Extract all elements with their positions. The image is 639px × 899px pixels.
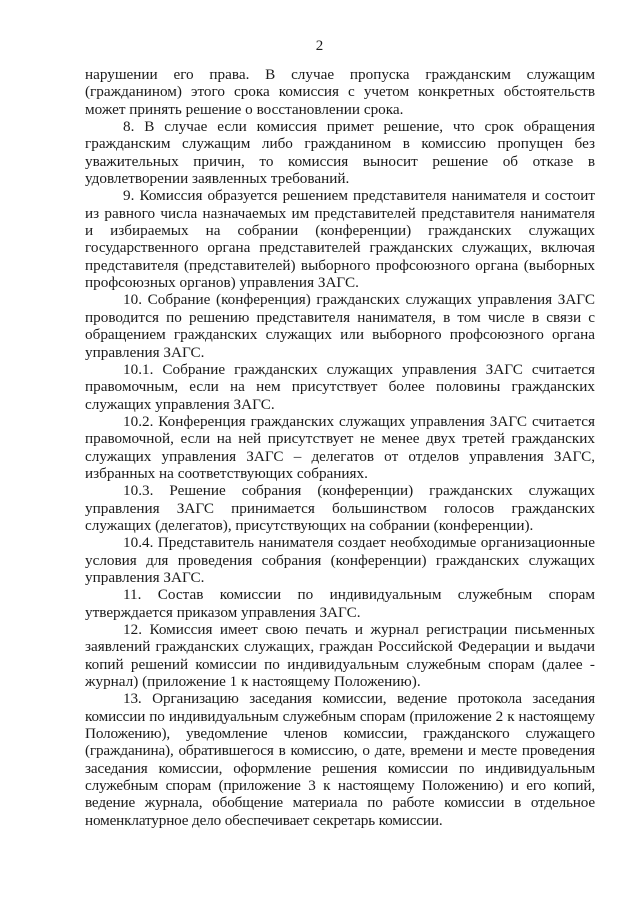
page-number: 2 xyxy=(315,38,324,54)
document-body xyxy=(85,66,595,829)
paragraph-9: 9. Комиссия образуется решением представителя нанимателя и состоит из равного числа назначаемых им представителей представителя нанимателя и избираемых на собрании (конференции) гражданских служащих государственного органа представителей гражданских служащих, включая представителя (представителей) выборного профсоюзного органа (выборных профсоюзных органов) управления ЗАГС. xyxy=(85,187,595,292)
paragraph-12: 12. Комиссия имеет свою печать и журнал регистрации письменных заявлений гражданских служащих, граждан Российской Федерации и выдачи копий решений комиссии по индивидуальным служебным спорам (далее - журнал) (приложение 1 к настоящему Положению). xyxy=(85,621,595,691)
paragraph-7-continuation: нарушении его права. В случае пропуска гражданским служащим (гражданином) этого срока комиссия с учетом конкретных обстоятельств может принять решение о восстановлении срока. xyxy=(85,66,595,118)
paragraph-10-4: 10.4. Представитель нанимателя создает необходимые организационные условия для проведения собрания (конференции) гражданских служащих управления ЗАГС. xyxy=(85,534,595,586)
paragraph-10-2: 10.2. Конференция гражданских служащих управления ЗАГС считается правомочной, если на ней присутствует не менее двух третей гражданских служащих управления ЗАГС – делегатов от отделов управления ЗАГС, избранных на соответствующих собраниях. xyxy=(85,412,595,482)
paragraph-13: 13. Организацию заседания комиссии, ведение протокола заседания комиссии по индивидуальным служебным спорам (приложение 2 к настоящему Положению), уведомление членов комиссии, гражданского служащего (гражданина), обратившегося в комиссию, о дате, времени и месте проведения заседания комиссии, оформление решения комиссии по индивидуальным служебным спорам (приложение 3 к настоящему Положению) и его копий, ведение журнала, обобщение материала по работе комиссии в отдельное номенклатурное дело обеспечивает секретарь комиссии. xyxy=(85,690,595,829)
paragraph-11: 11. Состав комиссии по индивидуальным служебным спорам утверждается приказом управления ЗАГС. xyxy=(85,586,595,621)
paragraph-8: 8. В случае если комиссия примет решение, что срок обращения гражданским служащим либо гражданином в комиссию пропущен без уважительных причин, то комиссия выносит решение об отказе в удовлетворении заявленных требований. xyxy=(85,118,595,188)
paragraph-10: 10. Собрание (конференция) гражданских служащих управления ЗАГС проводится по решению представителя нанимателя, в том числе в связи с обращением гражданских служащих или выборного профсоюзного органа управления ЗАГС. xyxy=(85,291,595,361)
paragraph-10-1: 10.1. Собрание гражданских служащих управления ЗАГС считается правомочным, если на нем присутствует более половины гражданских служащих управления ЗАГС. xyxy=(85,360,595,413)
paragraph-10-3: 10.3. Решение собрания (конференции) гражданских служащих управления ЗАГС принимается большинством голосов гражданских служащих (делегатов), присутствующих на собрании (конференции). xyxy=(85,482,595,534)
